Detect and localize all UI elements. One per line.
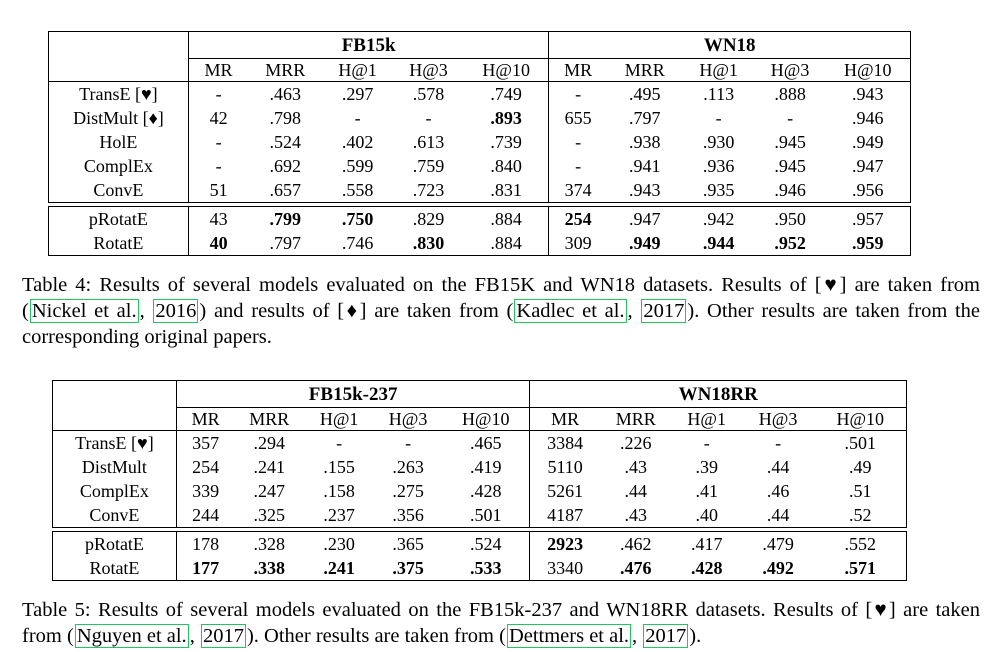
table-5 <box>52 380 907 581</box>
table-cell: .417 <box>672 532 742 557</box>
table-row <box>53 556 907 581</box>
table-cell: .419 <box>442 455 530 479</box>
citation-link[interactable]: 2017 <box>645 625 687 647</box>
table-cell: .692 <box>269 156 301 176</box>
table-cell: - <box>304 431 374 456</box>
table-cell: .241 <box>253 457 285 477</box>
table-cell: .949 <box>607 231 683 256</box>
table-cell: .946 <box>826 106 911 130</box>
metric-header: H@1 <box>338 60 377 80</box>
table-cell: .230 <box>304 532 374 557</box>
table-cell: .750 <box>322 207 393 232</box>
table-cell: .956 <box>826 178 911 203</box>
metric-header: MRR <box>249 409 290 429</box>
citation-link[interactable]: Kadlec et al. <box>516 300 625 322</box>
table-cell: 5110 <box>547 457 583 477</box>
table-cell: 254 <box>192 457 220 477</box>
table-cell: - <box>575 156 582 176</box>
table-cell: .943 <box>826 82 911 107</box>
model-name: ComplEx <box>53 479 177 503</box>
metric-header: MR <box>551 409 580 429</box>
table-cell: 357 <box>176 431 234 456</box>
table-5-caption: Table 5: Results of several models evaluated on the FB15k-237 and WN18RR datasets. Results of [♥] are taken from ( Nguyen et al. , 2017 ). Other results are taken from ( Dettmers et al. , 2017 ). <box>22 599 980 647</box>
table-cell: .524 <box>442 532 530 557</box>
table-cell: .44 <box>624 481 648 501</box>
table-cell: .402 <box>341 132 374 152</box>
table-cell: .533 <box>442 556 530 581</box>
table-cell: .501 <box>442 503 530 528</box>
dataset-header: FB15k-237 <box>176 381 530 408</box>
table-cell: .749 <box>464 82 549 107</box>
table-cell: .226 <box>600 431 672 456</box>
table-cell: - <box>425 108 432 128</box>
table-cell: .297 <box>322 82 393 107</box>
table-row <box>53 479 907 503</box>
table-cell: .798 <box>269 108 301 128</box>
table-cell: .113 <box>683 82 755 107</box>
table-cell: .599 <box>341 156 374 176</box>
table-cell: .941 <box>629 156 661 176</box>
table-cell: .43 <box>600 503 672 528</box>
table-cell: .465 <box>442 431 530 456</box>
table-4 <box>48 31 911 256</box>
table-cell: .51 <box>815 479 907 503</box>
table-cell: .328 <box>234 532 304 557</box>
table-cell: .829 <box>393 207 464 232</box>
table-cell: 178 <box>176 532 234 557</box>
table-cell: .428 <box>672 556 742 581</box>
table-cell: .945 <box>774 156 806 176</box>
metric-header: H@1 <box>699 60 738 80</box>
table-cell: - <box>787 108 794 128</box>
table-cell: .552 <box>815 532 907 557</box>
table-cell: .41 <box>695 481 718 501</box>
table-cell: .571 <box>815 556 907 581</box>
table-cell: - <box>549 82 607 107</box>
table-cell: .930 <box>702 132 735 152</box>
metric-header: MRR <box>615 409 656 429</box>
table-row <box>49 130 911 154</box>
model-name: TransE [♥] <box>49 82 189 107</box>
table-cell: - <box>354 108 361 128</box>
table-cell: 2923 <box>530 532 600 557</box>
citation-link[interactable]: Nickel et al. <box>31 300 137 322</box>
table-cell: .578 <box>393 82 464 107</box>
corner-cell <box>53 381 177 408</box>
table-cell: 3340 <box>530 556 600 581</box>
table-cell: .479 <box>742 532 815 557</box>
table-row <box>49 106 911 130</box>
table-row <box>53 532 907 557</box>
metric-header: H@3 <box>388 409 428 429</box>
table-cell: .356 <box>374 503 442 528</box>
table-cell: 5261 <box>547 481 584 501</box>
table-cell: .43 <box>624 457 648 477</box>
table-cell: .275 <box>392 481 424 501</box>
table-cell: .957 <box>826 207 911 232</box>
table-cell: .952 <box>755 231 826 256</box>
table-cell: .492 <box>742 556 815 581</box>
dataset-header: FB15k <box>188 32 549 59</box>
table-cell: - <box>215 156 222 176</box>
table-cell: .49 <box>815 455 907 479</box>
metric-header: MRR <box>265 60 306 80</box>
table-cell: .959 <box>826 231 911 256</box>
table-cell: .524 <box>269 132 301 152</box>
table-cell: .938 <box>629 132 661 152</box>
table-cell: .657 <box>248 178 322 203</box>
table-cell: .797 <box>629 108 661 128</box>
table-cell: .840 <box>464 154 549 178</box>
table-cell: .501 <box>815 431 907 456</box>
table-cell: .613 <box>412 132 445 152</box>
table-cell: .949 <box>826 130 911 154</box>
table-cell: .237 <box>304 503 374 528</box>
dataset-header: WN18RR <box>530 381 907 408</box>
dataset-header: WN18 <box>549 32 911 59</box>
model-name: ConvE <box>53 503 177 528</box>
table-cell: 309 <box>549 231 607 256</box>
metric-header: H@1 <box>687 409 726 429</box>
citation-link[interactable]: 2016 <box>155 300 197 322</box>
table-cell: .241 <box>304 556 374 581</box>
metric-header: MRR <box>624 60 665 80</box>
table-cell: - <box>742 431 815 456</box>
table-cell: .428 <box>442 479 530 503</box>
metric-header: MR <box>204 60 233 80</box>
model-name: RotatE <box>53 556 177 581</box>
table-row <box>53 431 907 456</box>
citation-link[interactable]: Nguyen et al. <box>76 625 187 647</box>
metric-header: MR <box>564 60 593 80</box>
table-cell: .936 <box>702 156 735 176</box>
table-cell: - <box>715 108 722 128</box>
metric-header: H@10 <box>442 408 530 431</box>
metric-header: MR <box>191 409 220 429</box>
corner-cell <box>49 32 189 59</box>
table-cell: .944 <box>683 231 755 256</box>
table-cell: .338 <box>234 556 304 581</box>
table-cell: .739 <box>464 130 549 154</box>
table-cell: .947 <box>607 207 683 232</box>
model-name: ConvE <box>49 178 189 203</box>
table-cell: .723 <box>393 178 464 203</box>
table-cell: .884 <box>464 231 549 256</box>
table-cell: .155 <box>323 457 355 477</box>
table-cell: - <box>215 132 222 152</box>
table-cell: .46 <box>766 481 790 501</box>
table-cell: .943 <box>607 178 683 203</box>
metric-header: H@3 <box>758 409 798 429</box>
table-cell: .830 <box>393 231 464 256</box>
table-cell: .44 <box>766 457 790 477</box>
table-cell: - <box>575 132 582 152</box>
table-cell: .759 <box>412 156 445 176</box>
table-cell: .247 <box>253 481 285 501</box>
table-row <box>49 207 911 232</box>
table-cell: .950 <box>755 207 826 232</box>
model-name: ComplEx <box>49 154 189 178</box>
table-cell: .294 <box>234 431 304 456</box>
table-cell: .797 <box>248 231 322 256</box>
table-cell: .476 <box>600 556 672 581</box>
model-name: RotatE <box>49 231 189 256</box>
table-cell: .52 <box>815 503 907 528</box>
table-row <box>49 231 911 256</box>
table-cell: 3384 <box>530 431 600 456</box>
table-cell: .39 <box>695 457 718 477</box>
table-cell: .158 <box>323 481 355 501</box>
table-row <box>49 154 911 178</box>
citation-link[interactable]: 2017 <box>643 300 685 322</box>
model-name: TransE [♥] <box>53 431 177 456</box>
table-cell: .799 <box>248 207 322 232</box>
table-row <box>49 82 911 107</box>
model-name: HolE <box>49 130 189 154</box>
metric-header: H@1 <box>319 409 359 429</box>
table-cell: 51 <box>188 178 248 203</box>
table-cell: .945 <box>774 132 806 152</box>
citation-link[interactable]: 2017 <box>202 625 244 647</box>
table-cell: .40 <box>672 503 742 528</box>
citation-link[interactable]: Dettmers et al. <box>508 625 630 647</box>
metric-header-row <box>49 59 911 82</box>
table-row <box>49 178 911 203</box>
table-cell: .365 <box>374 532 442 557</box>
table-cell: .558 <box>322 178 393 203</box>
table-cell: 177 <box>176 556 234 581</box>
table-cell: 40 <box>188 231 248 256</box>
metric-header: H@10 <box>464 59 549 82</box>
metric-header: H@10 <box>815 408 907 431</box>
model-name: pRotatE <box>53 532 177 557</box>
table-cell: 42 <box>209 108 228 128</box>
table-cell: .946 <box>755 178 826 203</box>
table-row <box>53 503 907 528</box>
table-cell: .884 <box>464 207 549 232</box>
metric-header: H@3 <box>409 60 448 80</box>
table-cell: .462 <box>600 532 672 557</box>
table-cell: .888 <box>755 82 826 107</box>
table-4-caption: Table 4: Results of several models evaluated on the FB15K and WN18 datasets. Results of [♥] are taken from ( Nickel et al. , 2016 ) and results of [♦] are taken from ( Kadlec et al. , 2017 ). Other results are taken from the corresponding original papers. <box>22 274 981 348</box>
table-cell: .495 <box>607 82 683 107</box>
table-cell: 4187 <box>530 503 600 528</box>
table-cell: .947 <box>826 154 911 178</box>
table-cell: .375 <box>374 556 442 581</box>
table-cell: 254 <box>549 207 607 232</box>
table-cell: .942 <box>683 207 755 232</box>
table-cell: - <box>188 82 248 107</box>
metric-header: H@3 <box>770 60 810 80</box>
metric-header: H@10 <box>826 59 911 82</box>
model-name: DistMult [♦] <box>49 106 189 130</box>
table-cell: .893 <box>464 106 549 130</box>
table-cell: .44 <box>742 503 815 528</box>
table-cell: .463 <box>248 82 322 107</box>
table-cell: 655 <box>564 108 592 128</box>
model-name: pRotatE <box>49 207 189 232</box>
metric-header-row <box>53 408 907 431</box>
table-cell: 43 <box>188 207 248 232</box>
table-cell: .935 <box>683 178 755 203</box>
table-cell: .746 <box>322 231 393 256</box>
table-cell: - <box>374 431 442 456</box>
table-row <box>53 455 907 479</box>
table-cell: 374 <box>549 178 607 203</box>
model-name: DistMult <box>53 455 177 479</box>
table-cell: 244 <box>176 503 234 528</box>
table-cell: - <box>672 431 742 456</box>
table-cell: .263 <box>392 457 424 477</box>
table-cell: 339 <box>192 481 220 501</box>
table-cell: .325 <box>234 503 304 528</box>
table-cell: .831 <box>464 178 549 203</box>
